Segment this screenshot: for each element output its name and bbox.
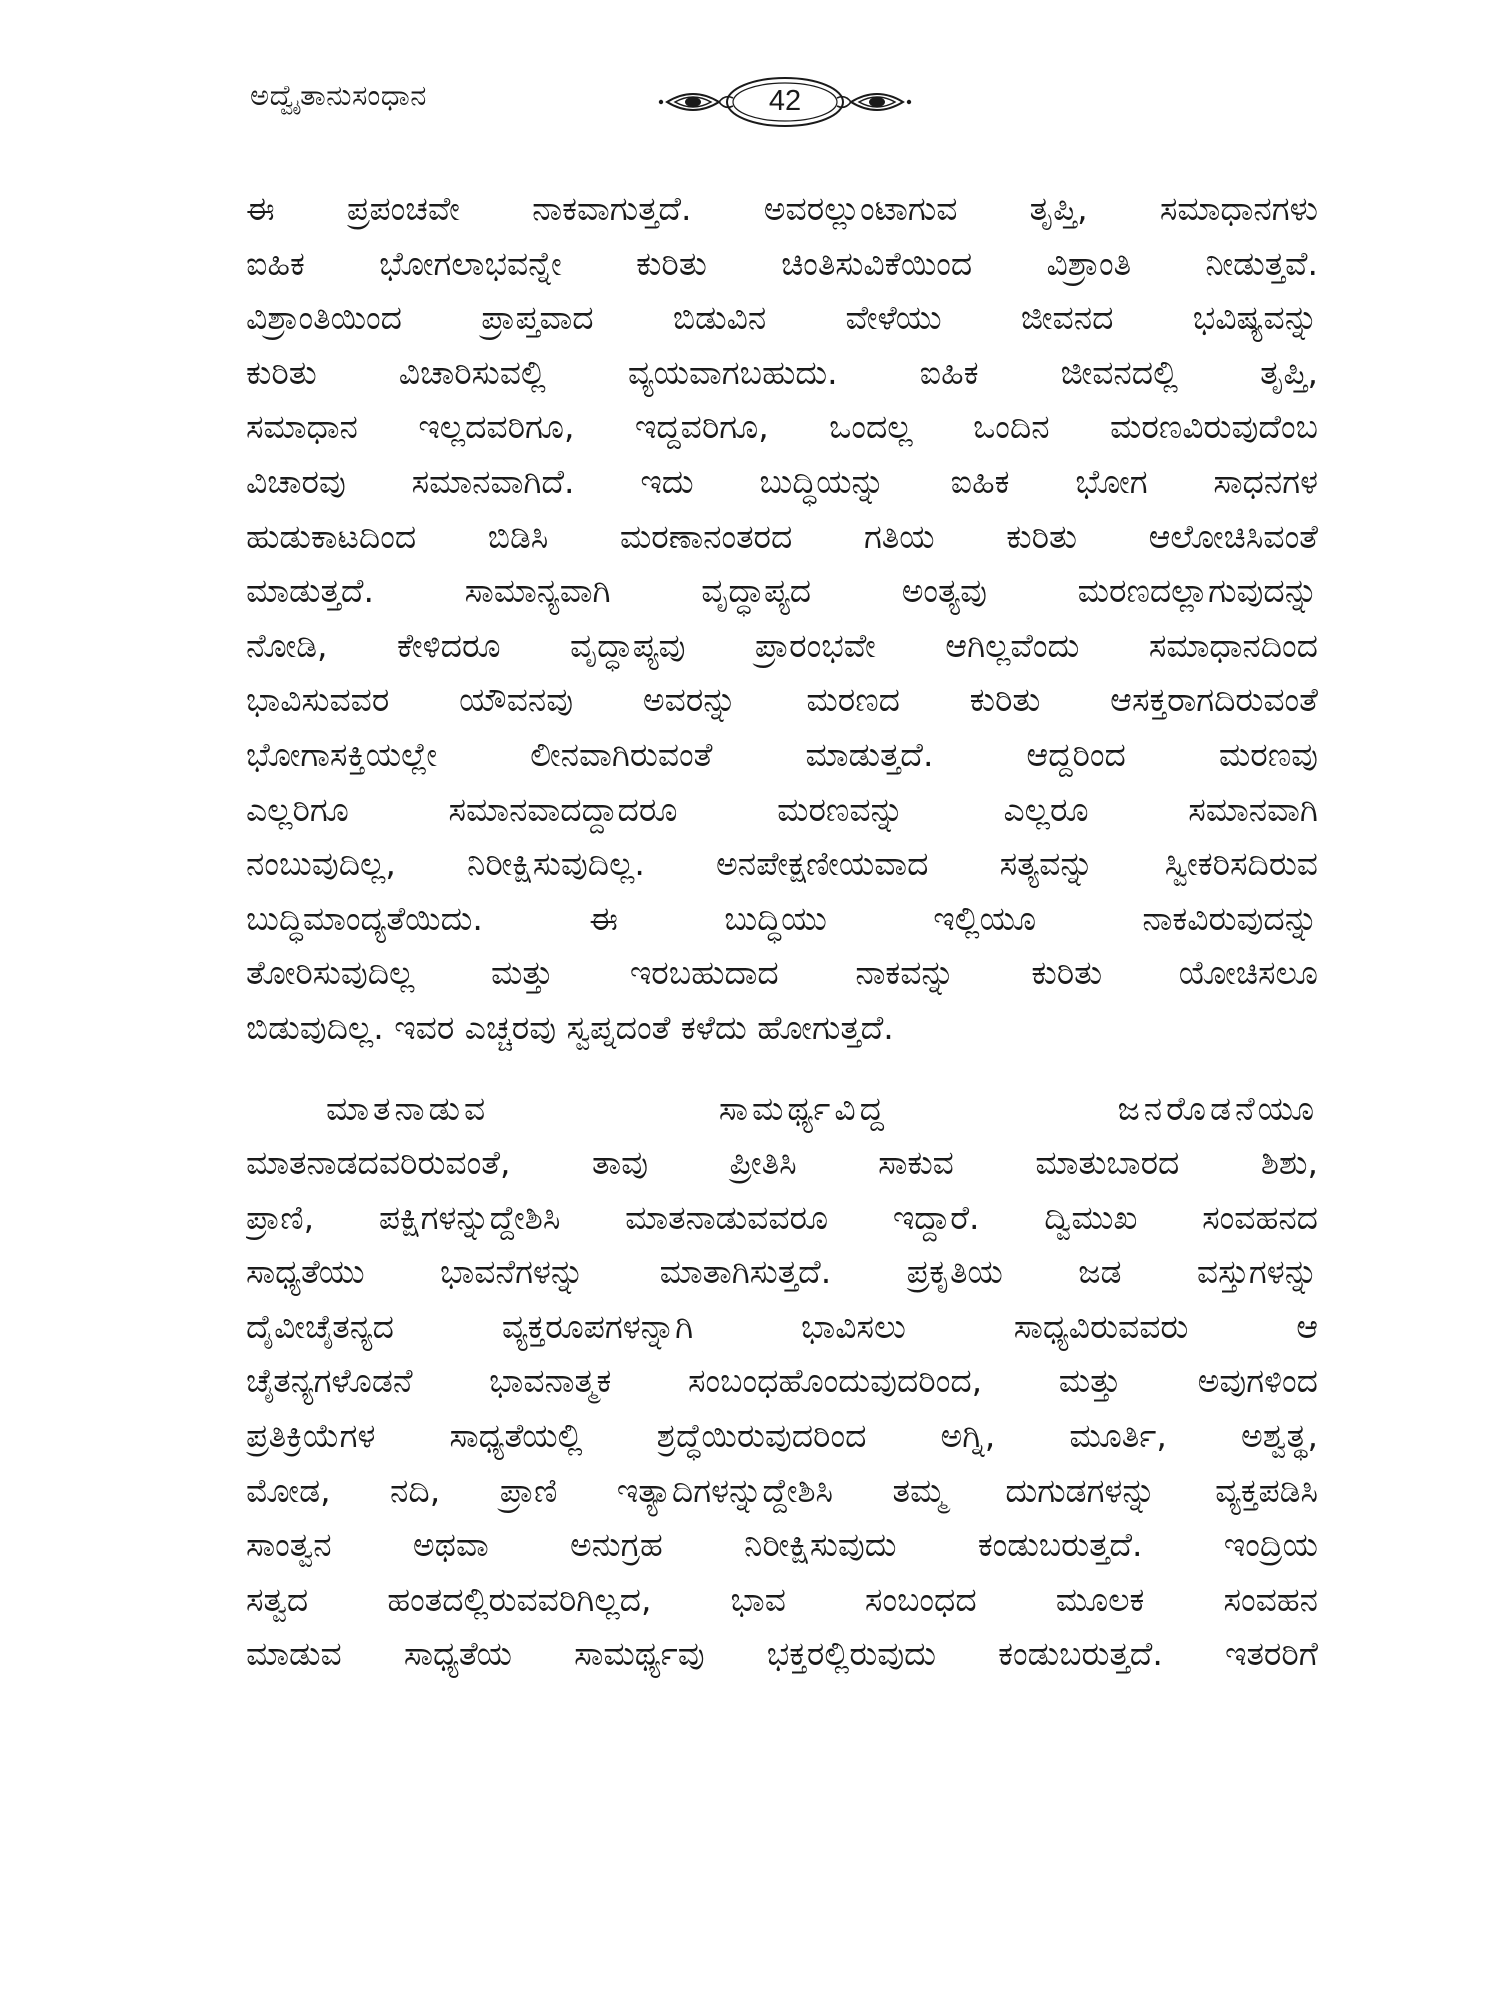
text-line: ಮೋಡ, ನದಿ, ಪ್ರಾಣಿ ಇತ್ಯಾದಿಗಳನ್ನುದ್ದೇಶಿಸಿ ತಮ್ಮ ದುಗುಡಗಳನ್ನು ವ್ಯಕ್ತಪಡಿಸಿ bbox=[246, 1470, 1318, 1510]
text-line: ಎಲ್ಲರಿಗೂ ಸಮಾನವಾದದ್ದಾದರೂ ಮರಣವನ್ನು ಎಲ್ಲರೂ ಸಮಾನವಾಗಿ bbox=[246, 789, 1318, 829]
text-line: ಸಾಂತ್ವನ ಅಥವಾ ಅನುಗ್ರಹ ನಿರೀಕ್ಷಿಸುವುದು ಕಂಡುಬರುತ್ತದೆ. ಇಂದ್ರಿಯ bbox=[246, 1525, 1318, 1565]
text-line: ನಂಬುವುದಿಲ್ಲ, ನಿರೀಕ್ಷಿಸುವುದಿಲ್ಲ. ಅನಪೇಕ್ಷಣೀಯವಾದ ಸತ್ಯವನ್ನು ಸ್ವೀಕರಿಸದಿರುವ bbox=[246, 844, 1318, 884]
text-line: ಮಾತನಾಡದವರಿರುವಂತೆ, ತಾವು ಪ್ರೀತಿಸಿ ಸಾಕುವ ಮಾತುಬಾರದ ಶಿಶು, bbox=[246, 1143, 1318, 1183]
text-line: ವಿಚಾರವು ಸಮಾನವಾಗಿದೆ. ಇದು ಬುದ್ಧಿಯನ್ನು ಐಹಿಕ ಭೋಗ ಸಾಧನಗಳ bbox=[246, 461, 1318, 501]
text-line: ವಿಶ್ರಾಂತಿಯಿಂದ ಪ್ರಾಪ್ತವಾದ ಬಿಡುವಿನ ವೇಳೆಯು ಜೀವನದ ಭವಿಷ್ಯವನ್ನು bbox=[246, 298, 1318, 338]
text-line: ನೋಡಿ, ಕೇಳಿದರೂ ವೃದ್ಧಾಪ್ಯವು ಪ್ರಾರಂಭವೇ ಆಗಿಲ್ಲವೆಂದು ಸಮಾಧಾನದಿಂದ bbox=[246, 625, 1318, 665]
text-line: ಮಾತನಾಡುವ ಸಾಮರ್ಥ್ಯವಿದ್ದ ಜನರೊಡನೆಯೂ bbox=[326, 1088, 1318, 1128]
text-line: ಭಾವಿಸುವವರ ಯೌವನವು ಅವರನ್ನು ಮರಣದ ಕುರಿತು ಆಸಕ್ತರಾಗದಿರುವಂತೆ bbox=[246, 680, 1318, 720]
text-line: ಪ್ರಾಣಿ, ಪಕ್ಷಿಗಳನ್ನುದ್ದೇಶಿಸಿ ಮಾತನಾಡುವವರೂ ಇದ್ದಾರೆ. ದ್ವಿಮುಖ ಸಂವಹನದ bbox=[246, 1197, 1318, 1237]
text-line: ಬುದ್ಧಿಮಾಂದ್ಯತೆಯಿದು. ಈ ಬುದ್ಧಿಯು ಇಲ್ಲಿಯೂ ನಾಕವಿರುವುದನ್ನು bbox=[246, 898, 1318, 938]
text-line: ಕುರಿತು ವಿಚಾರಿಸುವಲ್ಲಿ ವ್ಯಯವಾಗಬಹುದು. ಐಹಿಕ ಜೀವನದಲ್ಲಿ ತೃಪ್ತಿ, bbox=[246, 352, 1318, 392]
text-line: ಸತ್ವದ ಹಂತದಲ್ಲಿರುವವರಿಗಿಲ್ಲದ, ಭಾವ ಸಂಬಂಧದ ಮೂಲಕ ಸಂವಹನ bbox=[246, 1579, 1318, 1619]
paragraph bbox=[246, 182, 1318, 1056]
text-line: ಮಾಡುವ ಸಾಧ್ಯತೆಯ ಸಾಮರ್ಥ್ಯವು ಭಕ್ತರಲ್ಲಿರುವುದು ಕಂಡುಬರುತ್ತದೆ. ಇತರರಿಗೆ bbox=[246, 1634, 1318, 1674]
text-line: ಪ್ರತಿಕ್ರಿಯೆಗಳ ಸಾಧ್ಯತೆಯಲ್ಲಿ ಶ್ರದ್ಧೆಯಿರುವುದರಿಂದ ಅಗ್ನಿ, ಮೂರ್ತಿ, ಅಶ್ವತ್ಥ, bbox=[246, 1416, 1318, 1456]
text-line: ಸಮಾಧಾನ ಇಲ್ಲದವರಿಗೂ, ಇದ್ದವರಿಗೂ, ಒಂದಲ್ಲ ಒಂದಿನ ಮರಣವಿರುವುದೆಂಬ bbox=[246, 407, 1318, 447]
page-number: 42 bbox=[768, 85, 802, 117]
body-text bbox=[246, 182, 1318, 1682]
text-line: ದೈವೀಚೈತನ್ಯದ ವ್ಯಕ್ತರೂಪಗಳನ್ನಾಗಿ ಭಾವಿಸಲು ಸಾಧ್ಯವಿರುವವರು ಆ bbox=[246, 1306, 1318, 1346]
text-line: ಮಾಡುತ್ತದೆ. ಸಾಮಾನ್ಯವಾಗಿ ವೃದ್ಧಾಪ್ಯದ ಅಂತ್ಯವು ಮರಣದಲ್ಲಾಗುವುದನ್ನು bbox=[246, 571, 1318, 611]
text-line: ಈ ಪ್ರಪಂಚವೇ ನಾಕವಾಗುತ್ತದೆ. ಅವರಲ್ಲುಂಟಾಗುವ ತೃಪ್ತಿ, ಸಮಾಧಾನಗಳು bbox=[246, 189, 1318, 228]
text-line: ಐಹಿಕ ಭೋಗಲಾಭವನ್ನೇ ಕುರಿತು ಚಿಂತಿಸುವಿಕೆಯಿಂದ ವಿಶ್ರಾಂತಿ ನೀಡುತ್ತವೆ. bbox=[246, 243, 1318, 283]
text-line: ತೋರಿಸುವುದಿಲ್ಲ ಮತ್ತು ಇರಬಹುದಾದ ನಾಕವನ್ನು ಕುರಿತು ಯೋಚಿಸಲೂ bbox=[246, 953, 1318, 993]
text-line: ಭೋಗಾಸಕ್ತಿಯಲ್ಲೇ ಲೀನವಾಗಿರುವಂತೆ ಮಾಡುತ್ತದೆ. ಆದ್ದರಿಂದ ಮರಣವು bbox=[246, 734, 1318, 774]
paragraph-gap bbox=[246, 1056, 1318, 1082]
text-line: ಬಿಡುವುದಿಲ್ಲ. ಇವರ ಎಚ್ಚರವು ಸ್ವಪ್ನದಂತೆ ಕಳೆದು ಹೋಗುತ್ತದೆ. bbox=[246, 1007, 894, 1047]
text-line: ಸಾಧ್ಯತೆಯು ಭಾವನೆಗಳನ್ನು ಮಾತಾಗಿಸುತ್ತದೆ. ಪ್ರಕೃತಿಯ ಜಡ ವಸ್ತುಗಳನ್ನು bbox=[246, 1252, 1318, 1292]
page-number-ornament bbox=[655, 72, 915, 132]
running-title: ಅದ್ವೈತಾನುಸಂಧಾನ bbox=[250, 78, 427, 112]
text-line: ಚೈತನ್ಯಗಳೊಡನೆ ಭಾವನಾತ್ಮಕ ಸಂಬಂಧಹೊಂದುವುದರಿಂದ, ಮತ್ತು ಅವುಗಳಿಂದ bbox=[246, 1361, 1318, 1401]
paragraph bbox=[246, 1082, 1318, 1683]
text-line: ಹುಡುಕಾಟದಿಂದ ಬಿಡಿಸಿ ಮರಣಾನಂತರದ ಗತಿಯ ಕುರಿತು ಆಲೋಚಿಸಿವಂತೆ bbox=[246, 516, 1318, 556]
